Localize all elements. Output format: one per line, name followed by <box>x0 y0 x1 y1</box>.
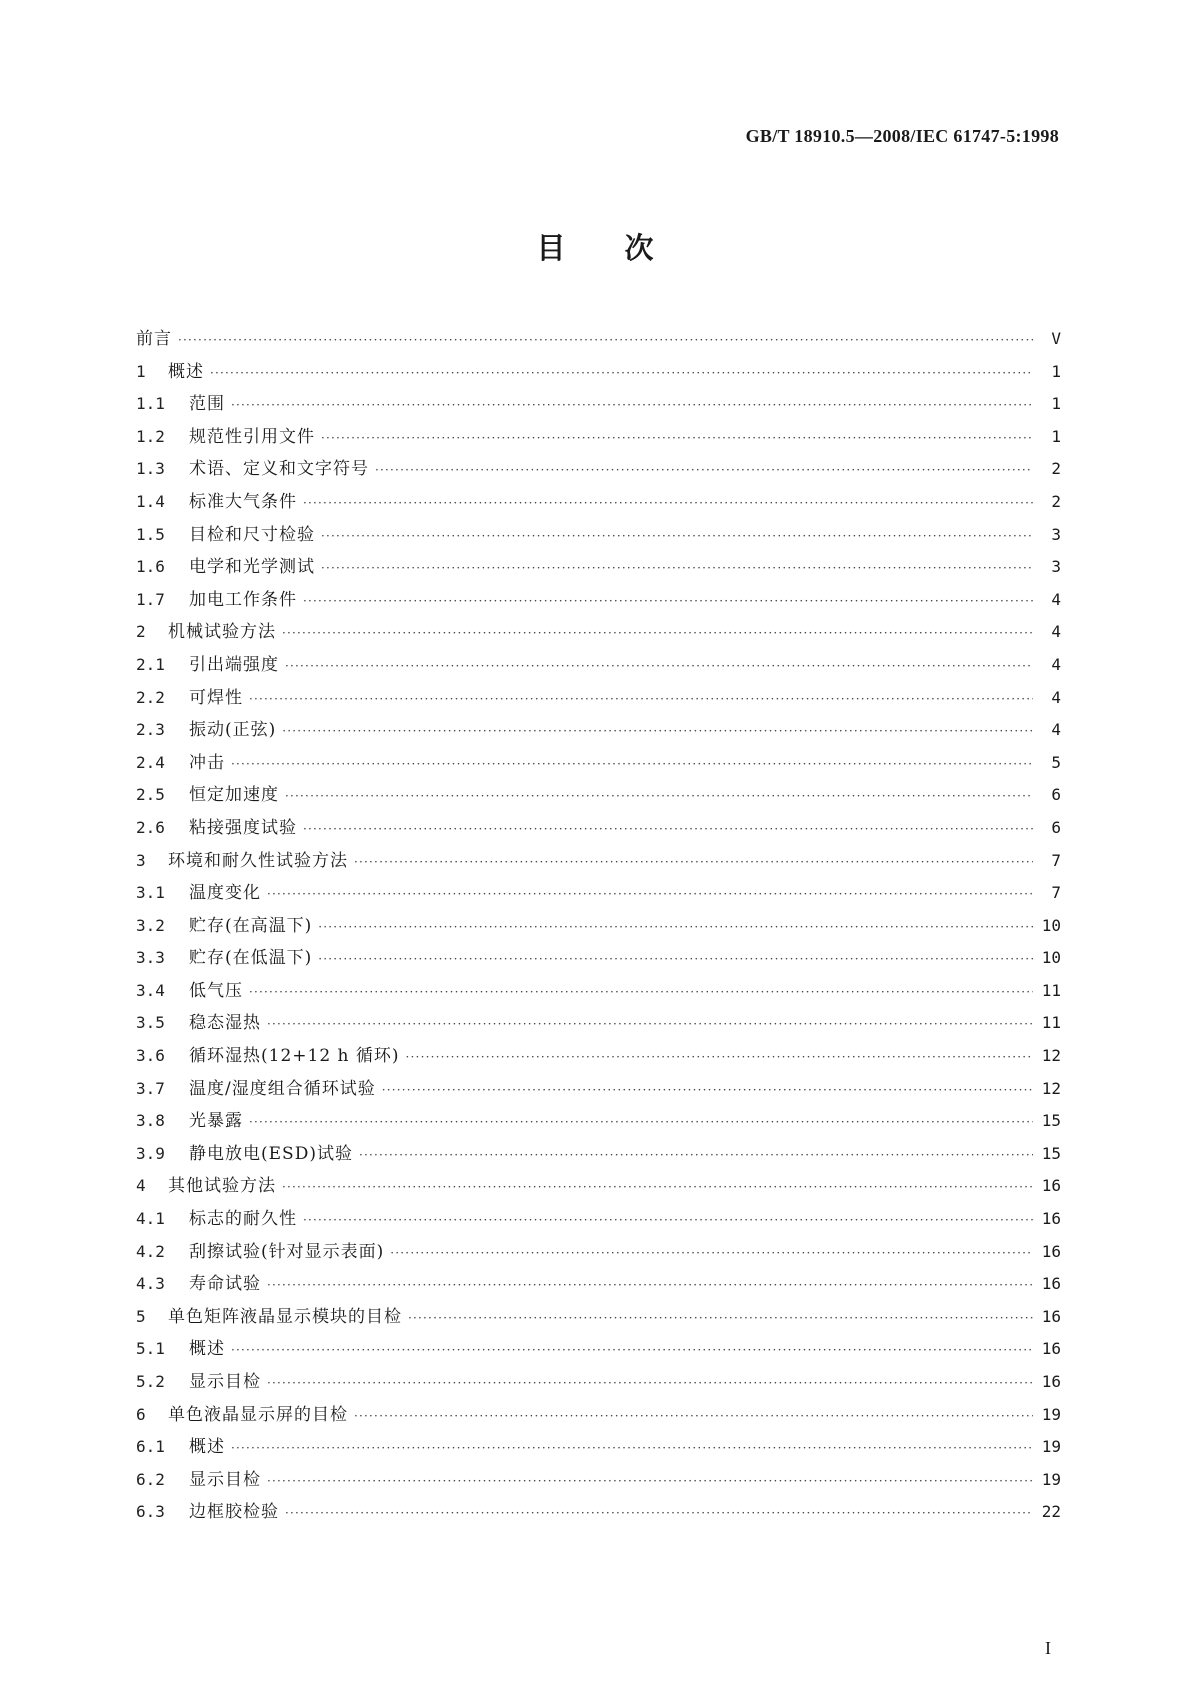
toc-entry-page: 16 <box>1041 1241 1061 1261</box>
toc-entry-number: 1 <box>136 361 146 381</box>
toc-entry-page: 4 <box>1051 622 1061 642</box>
toc-entry[interactable] <box>136 1306 1061 1339</box>
toc-entry[interactable] <box>136 491 1061 524</box>
toc-entry-page: 19 <box>1041 1469 1061 1489</box>
toc-entry-label: 电学和光学测试 <box>189 557 315 578</box>
toc-entry-number: 3.8 <box>136 1111 165 1131</box>
toc-dot-leader <box>303 818 1033 840</box>
toc-entry-page: 10 <box>1041 915 1061 935</box>
toc-entry-label: 边框胶检验 <box>189 1502 279 1523</box>
page-number: I <box>1045 1638 1051 1658</box>
toc-entry-number: 3.2 <box>136 915 165 935</box>
toc-entry-label: 静电放电(ESD)试验 <box>189 1143 353 1164</box>
toc-entry-page: 15 <box>1041 1111 1061 1131</box>
toc-entry-label: 粘接强度试验 <box>189 817 297 838</box>
toc-entry-page: 11 <box>1041 980 1061 1000</box>
toc-entry[interactable] <box>136 1469 1061 1502</box>
toc-entry-page: 3 <box>1051 557 1061 577</box>
toc-entry[interactable] <box>136 1371 1061 1404</box>
toc-dot-leader <box>408 1307 1033 1329</box>
toc-entry-number: 5.1 <box>136 1339 165 1359</box>
toc-entry-label: 规范性引用文件 <box>189 426 315 447</box>
toc-entry-label: 概述 <box>189 1437 225 1458</box>
toc-entry-label: 振动(正弦) <box>189 720 277 741</box>
toc-entry-page: 6 <box>1051 817 1061 837</box>
toc-dot-leader <box>321 427 1033 449</box>
toc-dot-leader <box>285 655 1033 677</box>
toc-dot-leader <box>321 557 1033 579</box>
toc-dot-leader <box>285 785 1033 807</box>
toc-entry[interactable] <box>136 1143 1061 1176</box>
toc-entry[interactable] <box>136 458 1061 491</box>
toc-entry-number: 1.1 <box>136 394 165 414</box>
toc-entry-label: 温度变化 <box>189 883 261 904</box>
toc-dot-leader <box>406 1046 1033 1068</box>
toc-dot-leader <box>282 1176 1033 1198</box>
toc-dot-leader <box>267 1013 1033 1035</box>
toc-entry[interactable] <box>136 1241 1061 1274</box>
toc-entry-number: 1.2 <box>136 426 165 446</box>
toc-entry[interactable] <box>136 1501 1061 1534</box>
toc-entry[interactable] <box>136 556 1061 589</box>
toc-entry-page: 7 <box>1051 850 1061 870</box>
toc-entry-label: 范围 <box>189 394 225 415</box>
toc-entry[interactable] <box>136 1338 1061 1371</box>
toc-entry-label: 低气压 <box>189 980 243 1001</box>
toc-entry-number: 1.4 <box>136 491 165 511</box>
toc-entry[interactable] <box>136 1045 1061 1078</box>
toc-entry-page: 12 <box>1041 1046 1061 1066</box>
toc-entry[interactable] <box>136 1078 1061 1111</box>
toc-dot-leader <box>249 688 1033 710</box>
toc-entry[interactable] <box>136 1110 1061 1143</box>
toc-entry-label: 贮存(在高温下) <box>189 915 313 936</box>
toc-dot-leader <box>178 329 1033 351</box>
toc-dot-leader <box>249 1111 1033 1133</box>
toc-dot-leader <box>267 883 1033 905</box>
toc-entry-page: V <box>1051 329 1061 348</box>
toc-entry-number: 4.1 <box>136 1209 165 1229</box>
toc-entry-label: 冲击 <box>189 752 225 773</box>
toc-entry-label: 术语、定义和文字符号 <box>189 459 369 480</box>
toc-entry-number: 3.4 <box>136 980 165 1000</box>
toc-entry[interactable] <box>136 393 1061 426</box>
toc-entry-page: 16 <box>1041 1176 1061 1196</box>
toc-entry[interactable] <box>136 426 1061 459</box>
toc-entry[interactable] <box>136 850 1061 883</box>
toc-dot-leader <box>210 362 1033 384</box>
toc-entry-label: 前言 <box>136 329 172 349</box>
toc-dot-leader <box>321 525 1033 547</box>
toc-entry-number: 6 <box>136 1404 146 1424</box>
toc-entry-label: 贮存(在低温下) <box>189 948 313 969</box>
toc-entry-number: 2.6 <box>136 817 165 837</box>
toc-entry[interactable] <box>136 915 1061 948</box>
toc-entry-page: 16 <box>1041 1372 1061 1391</box>
toc-dot-leader <box>354 1405 1033 1427</box>
toc-entry-label: 可焊性 <box>189 687 243 708</box>
toc-entry-number: 5 <box>136 1306 146 1326</box>
toc-entry-page: 16 <box>1041 1274 1061 1294</box>
toc-dot-leader <box>282 622 1033 644</box>
toc-entry-page: 7 <box>1051 883 1061 903</box>
toc-entry-number: 4.3 <box>136 1274 165 1294</box>
toc-entry[interactable] <box>136 524 1061 557</box>
toc-entry-page: 1 <box>1051 394 1061 414</box>
toc-entry-label: 引出端强度 <box>189 654 279 675</box>
toc-entry[interactable] <box>136 1436 1061 1469</box>
document-code: GB/T 18910.5—2008/IEC 61747-5:1998 <box>745 126 1059 146</box>
toc-entry-page: 11 <box>1041 1013 1061 1033</box>
toc-entry-label: 单色矩阵液晶显示模块的目检 <box>168 1306 402 1327</box>
toc-entry-number: 6.2 <box>136 1469 165 1489</box>
toc-entry-label: 加电工作条件 <box>189 589 297 610</box>
toc-entry-number: 3 <box>136 850 146 870</box>
toc-entry-number: 1.6 <box>136 557 165 577</box>
toc-entry[interactable] <box>136 1273 1061 1306</box>
toc-entry-label: 光暴露 <box>189 1111 243 1132</box>
toc-entry[interactable] <box>136 1404 1061 1437</box>
toc-entry-number: 2.2 <box>136 687 165 707</box>
toc-entry-number: 3.7 <box>136 1078 165 1098</box>
toc-entry-number: 2.4 <box>136 752 165 772</box>
toc-entry-page: 1 <box>1051 426 1061 446</box>
toc-entry-page: 4 <box>1051 720 1061 740</box>
toc-entry-number: 1.7 <box>136 589 165 609</box>
toc-entry-label: 单色液晶显示屏的目检 <box>168 1404 348 1425</box>
toc-entry-number: 3.9 <box>136 1143 165 1163</box>
toc-dot-leader <box>303 1209 1033 1231</box>
toc-entry-number: 4 <box>136 1176 146 1196</box>
toc-dot-leader <box>285 1502 1033 1524</box>
toc-entry-number: 1.5 <box>136 524 165 544</box>
toc-entry-number: 6.1 <box>136 1437 165 1457</box>
toc-entry[interactable] <box>136 1012 1061 1045</box>
toc-dot-leader <box>231 1339 1033 1361</box>
toc-entry[interactable] <box>136 1175 1061 1208</box>
toc-entry-number: 4.2 <box>136 1241 165 1261</box>
toc-entry-label: 标志的耐久性 <box>189 1209 297 1230</box>
toc-entry-page: 22 <box>1041 1502 1061 1522</box>
toc-entry[interactable] <box>136 719 1061 752</box>
toc-entry[interactable] <box>136 980 1061 1013</box>
toc-entry[interactable] <box>136 817 1061 850</box>
toc-entry-label: 显示目检 <box>189 1372 261 1392</box>
toc-entry-page: 4 <box>1051 589 1061 609</box>
toc-entry-page: 10 <box>1041 948 1061 968</box>
toc-entry-label: 标准大气条件 <box>189 491 297 512</box>
toc-entry-label: 显示目检 <box>189 1469 261 1490</box>
toc-entry-page: 16 <box>1041 1339 1061 1359</box>
toc-title <box>0 228 1191 268</box>
toc-entry-label: 恒定加速度 <box>189 785 279 806</box>
toc-entry-number: 3.5 <box>136 1013 165 1033</box>
toc-entry-label: 目检和尺寸检验 <box>189 524 315 545</box>
toc-entry-number: 2.5 <box>136 785 165 805</box>
toc-entry[interactable] <box>136 882 1061 915</box>
toc-entry-number: 3.1 <box>136 883 165 903</box>
toc-dot-leader <box>318 948 1033 970</box>
toc-entry-label: 概述 <box>189 1339 225 1360</box>
toc-entry-number: 6.3 <box>136 1502 165 1522</box>
toc-entry-page: 19 <box>1041 1404 1061 1424</box>
toc-title-char-2: 次 <box>624 231 655 265</box>
toc-entry-label: 概述 <box>168 361 204 382</box>
toc-dot-leader <box>249 981 1033 1003</box>
toc-dot-leader <box>303 590 1033 612</box>
toc-dot-leader <box>267 1372 1033 1394</box>
toc-dot-leader <box>375 459 1033 481</box>
toc-entry-number: 2 <box>136 622 146 642</box>
toc-dot-leader <box>390 1242 1033 1264</box>
toc-entry-number: 3.3 <box>136 948 165 968</box>
toc-entry-page: 16 <box>1041 1209 1061 1229</box>
toc-dot-leader <box>282 720 1033 742</box>
toc-dot-leader <box>303 492 1033 514</box>
toc-entry-label: 温度/湿度组合循环试验 <box>189 1078 376 1099</box>
toc-entry-page: 15 <box>1041 1143 1061 1163</box>
toc-dot-leader <box>354 851 1033 873</box>
toc-entry-number: 3.6 <box>136 1046 165 1066</box>
toc-entry-page: 4 <box>1051 687 1061 707</box>
toc-dot-leader <box>231 753 1033 775</box>
toc-dot-leader <box>267 1274 1033 1296</box>
toc-entry[interactable] <box>136 589 1061 622</box>
toc-entry-number: 2.1 <box>136 654 165 674</box>
toc-entry[interactable] <box>136 784 1061 817</box>
toc-entry[interactable] <box>136 947 1061 980</box>
toc-entry-label: 其他试验方法 <box>168 1176 276 1197</box>
toc-dot-leader <box>382 1079 1033 1101</box>
toc-dot-leader <box>318 916 1033 938</box>
toc-dot-leader <box>231 1437 1033 1459</box>
toc-entry-label: 机械试验方法 <box>168 622 276 643</box>
toc-entry-number: 5.2 <box>136 1372 165 1391</box>
toc-entry-number: 2.3 <box>136 720 165 740</box>
toc-entry-page: 12 <box>1041 1078 1061 1098</box>
toc-entry-number: 1.3 <box>136 459 165 479</box>
toc-dot-leader <box>267 1470 1033 1492</box>
toc-entry-page: 2 <box>1051 491 1061 511</box>
toc-entry[interactable] <box>136 654 1061 687</box>
toc-entry[interactable] <box>136 328 1061 361</box>
toc-list <box>136 328 1061 1534</box>
toc-entry[interactable] <box>136 361 1061 394</box>
toc-dot-leader <box>359 1144 1033 1166</box>
toc-entry-page: 16 <box>1041 1306 1061 1326</box>
toc-title-char-1: 目 <box>536 231 567 265</box>
toc-entry-page: 19 <box>1041 1437 1061 1457</box>
toc-entry[interactable] <box>136 752 1061 785</box>
toc-entry-label: 刮擦试验(针对显示表面) <box>189 1241 385 1262</box>
toc-entry-label: 循环湿热(12+12 h 循环) <box>189 1046 400 1067</box>
toc-entry[interactable] <box>136 621 1061 654</box>
toc-entry-label: 寿命试验 <box>189 1274 261 1295</box>
toc-entry-label: 环境和耐久性试验方法 <box>168 850 348 871</box>
toc-entry[interactable] <box>136 687 1061 720</box>
toc-entry-label: 稳态湿热 <box>189 1013 261 1034</box>
toc-entry-page: 3 <box>1051 524 1061 544</box>
toc-entry-page: 6 <box>1051 785 1061 805</box>
toc-entry-page: 5 <box>1051 752 1061 772</box>
toc-entry-page: 2 <box>1051 459 1061 479</box>
toc-dot-leader <box>231 394 1033 416</box>
toc-entry[interactable] <box>136 1208 1061 1241</box>
toc-entry-page: 4 <box>1051 654 1061 674</box>
toc-entry-page: 1 <box>1051 361 1061 381</box>
